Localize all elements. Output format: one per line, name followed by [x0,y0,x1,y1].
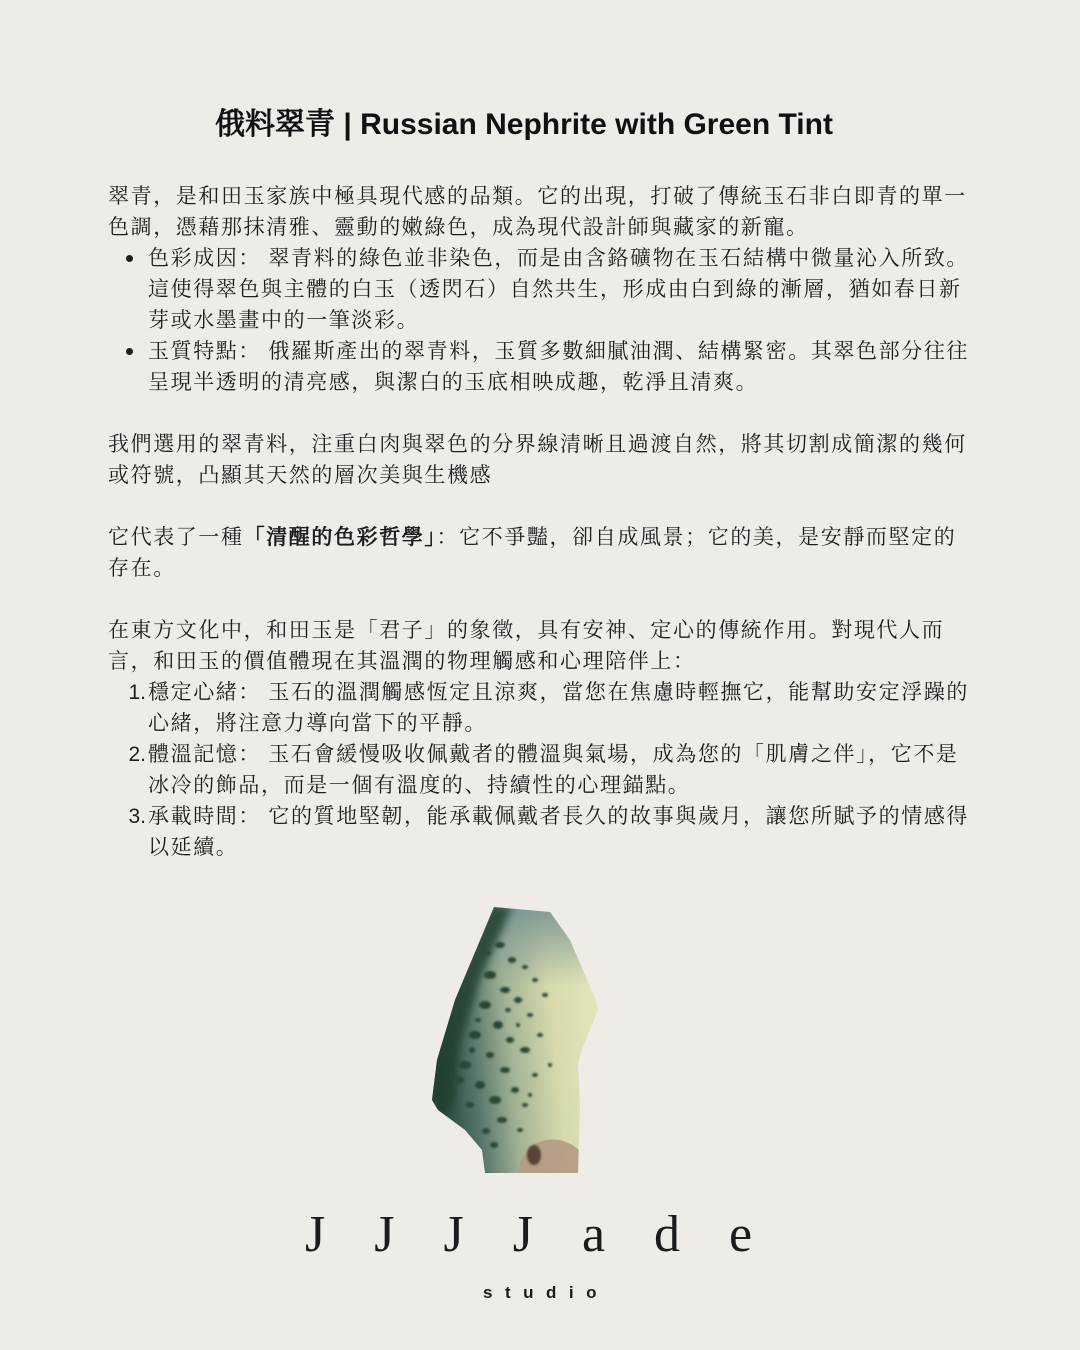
feature-line: 玉質特點： 俄羅斯產出的翠青料，玉質多數細膩油潤、結構緊密。其翠色部分往往 [148,340,970,363]
culture-line: 在東方文化中，和田玉是「君子」的象徵，具有安神、定心的傳統作用。對現代人而 [108,619,945,642]
brand-tagline: studio [483,1283,609,1302]
benefit-line: 穩定心緒： 玉石的溫潤觸感恆定且涼爽，當您在焦慮時輕撫它，能幫助安定浮躁的 [148,681,970,704]
benefit-carry-time [128,801,1008,863]
jade-speckle [527,1013,533,1017]
jade-speckle [522,965,528,969]
benefit-calm-mind [128,677,1008,739]
jade-speckle [469,1031,481,1039]
jade-speckle [537,1033,543,1037]
feature-texture [148,336,1008,398]
feature-line: 色彩成因： 翠青料的綠色並非染色，而是由含鉻礦物在玉石結構中微量沁入所致。 [148,247,970,270]
brand-logo: JJJJade [305,1206,802,1263]
jade-speckle [495,942,505,948]
benefit-line: 以延續。 [148,836,239,859]
jade-speckle [482,1128,490,1134]
jade-speckle [520,1047,530,1053]
jade-speckle [485,951,491,955]
jade-speckle [511,1087,519,1093]
benefit-line: 冰冷的飾品，而是一個有溫度的、持續性的心理錨點。 [148,774,691,797]
jade-speckle [479,1001,491,1009]
jade-speckle [505,1008,511,1012]
jade-speckle [532,1073,538,1077]
jade-slab [430,905,600,1175]
jade-speckle [490,1142,498,1148]
intro-line: 翠青，是和田玉家族中極具現代感的品類。它的出現，打破了傳統玉石非白即青的單一 [108,185,967,208]
philosophy-text: ：它不爭豔，卻自成風景；它的美，是安靜而堅定的 [436,526,957,549]
benefit-body-warmth [128,739,1008,801]
jade-speckle [506,1037,514,1043]
feature-color-origin [148,243,1008,336]
jade-speckle [469,1047,475,1053]
list-number: 1. [128,681,146,704]
jade-speckle [516,1023,520,1027]
philosophy-paragraph [108,522,1008,584]
jade-speckle [517,1128,523,1132]
feature-line: 芽或水墨畫中的一筆淡彩。 [148,309,420,332]
jade-speckle [459,1061,471,1069]
jade-speckle [500,1067,510,1073]
list-number: 2. [128,743,146,766]
jade-speckle [493,1021,503,1029]
feature-line: 這使得翠色與主體的白玉（透閃石）自然共生，形成由白到綠的漸層，猶如春日新 [148,278,962,301]
jade-speckle [500,987,510,993]
page-title: 俄料翠青 | Russian Nephrite with Green Tint [215,108,833,141]
intro-line: 色調，憑藉那抹清雅、靈動的嫩綠色，成為現代設計師與藏家的新寵。 [108,216,809,239]
intro-paragraph [108,181,1008,243]
benefit-line: 心緒，將注意力導向當下的平靜。 [148,712,487,735]
jade-speckle [484,971,496,979]
jade-speckle [522,1103,528,1107]
jade-speckle [475,1081,485,1089]
fingertip-shadow [527,1145,541,1165]
jade-speckle [542,993,548,997]
feature-line: 呈現半透明的清亮感，與潔白的玉底相映成趣，乾淨且清爽。 [148,371,759,394]
jade-speckle [456,1077,464,1083]
jade-speckle [514,997,522,1003]
jade-speckle [486,1052,494,1058]
jade-speckle [489,1096,501,1104]
jade-photo [430,905,600,1175]
philosophy-emphasis: 「清醒的色彩哲學」 [243,526,437,549]
selection-line: 或符號，凸顯其天然的層次美與生機感 [108,464,493,487]
article-body [108,181,1008,863]
philosophy-line [108,522,1008,553]
culture-paragraph [108,615,1008,677]
benefit-line: 承載時間： 它的質地堅韌，能承載佩戴者長久的故事與歲月，讓您所賦予的情感得 [148,805,970,828]
jade-features-list [108,243,1008,398]
culture-line: 言，和田玉的價值體現在其溫潤的物理觸感和心理陪伴上： [108,650,696,673]
jade-speckle [508,957,516,963]
philosophy-text: 它代表了一種 [108,526,244,549]
list-number: 3. [128,805,146,828]
benefit-line: 體溫記憶： 玉石會緩慢吸收佩戴者的體溫與氣場，成為您的「肌膚之伴」，它不是 [148,743,959,766]
jade-speckle [466,1102,474,1108]
philosophy-line: 存在。 [108,557,176,580]
jade-speckle [548,1063,552,1067]
benefits-list [108,677,1008,863]
jade-speckle [475,1018,481,1022]
jade-speckle [532,978,538,982]
selection-paragraph [108,429,1008,491]
selection-line: 我們選用的翠青料，注重白肉與翠色的分界線清晰且過渡自然，將其切割成簡潔的幾何 [108,433,967,456]
jade-speckle [528,1093,532,1097]
jade-speckle [497,1117,507,1123]
